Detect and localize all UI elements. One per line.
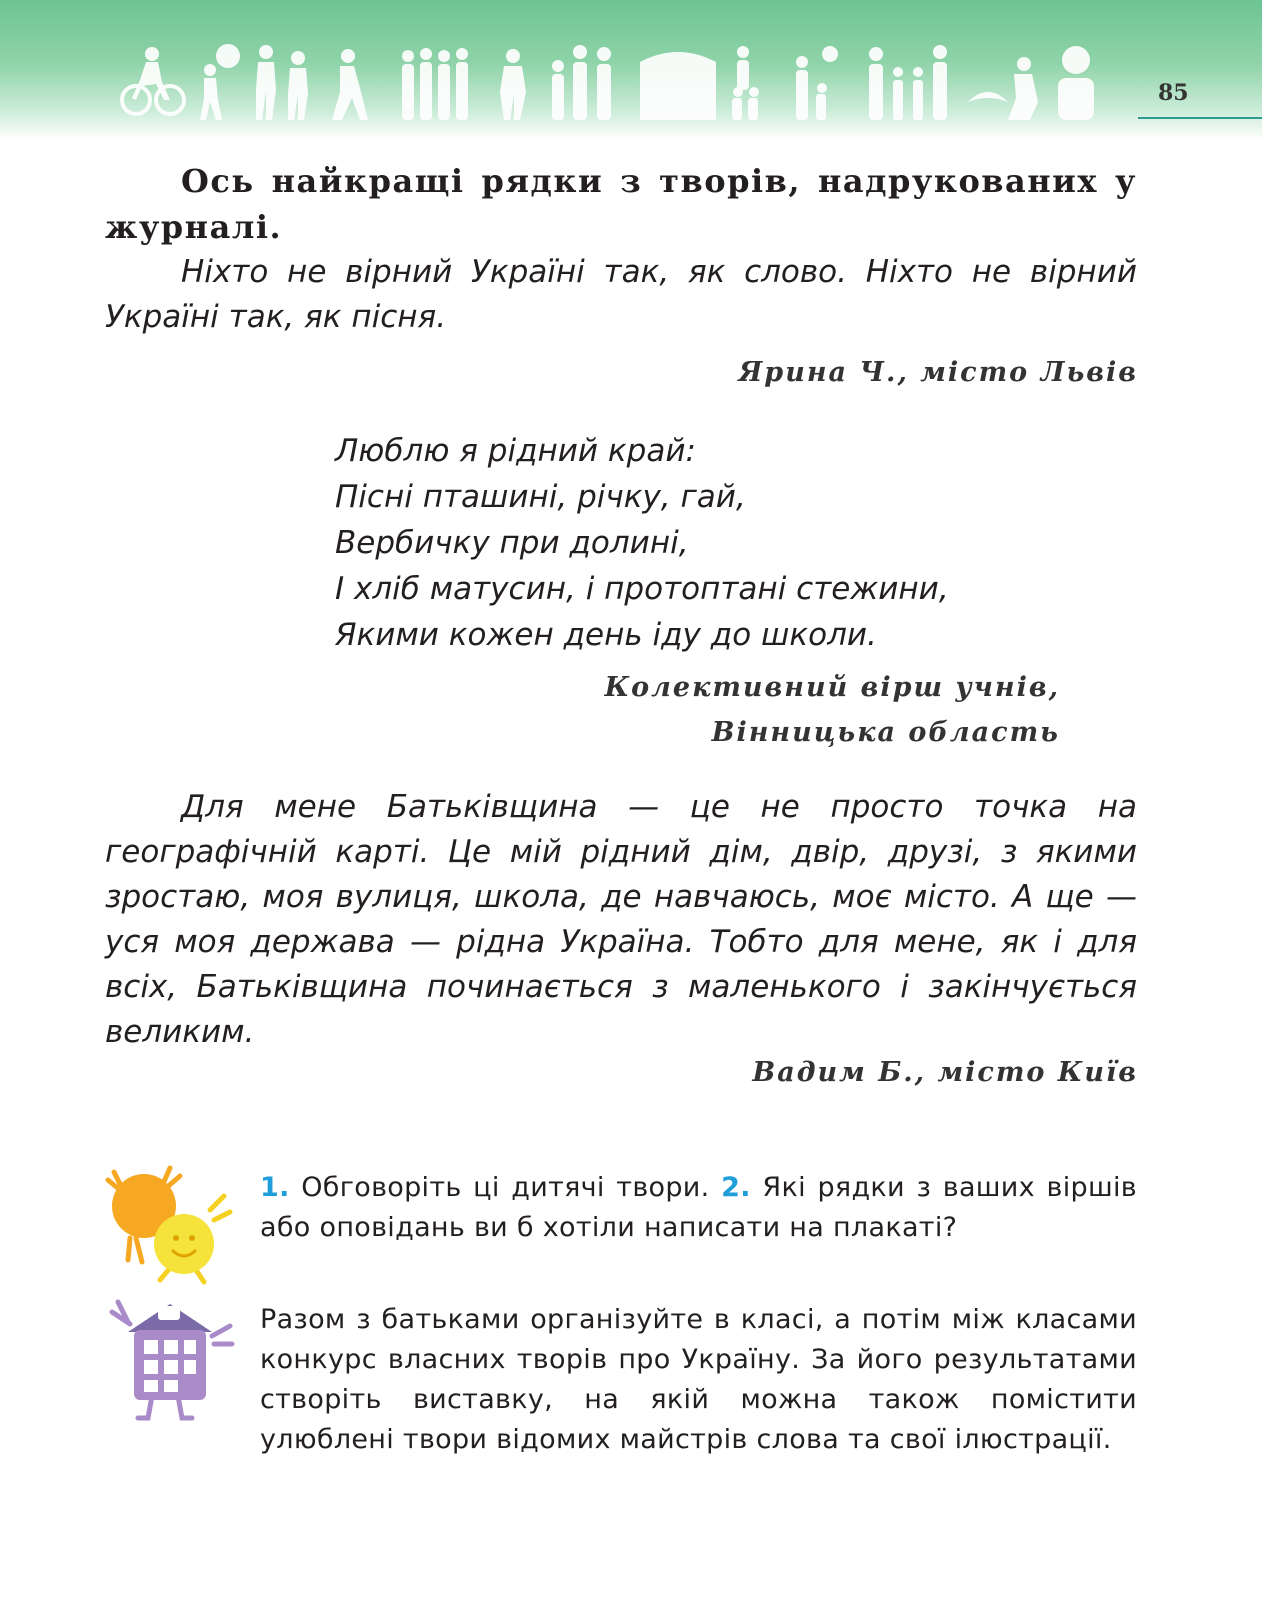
poem-signature <box>605 665 1060 755</box>
quote-1-text: Ніхто не вірний Україні так, як слово. Ніхто не вірний Україні так, як пісня. <box>105 254 1137 335</box>
task-number: 2. <box>721 1172 751 1203</box>
people-silhouettes-icon <box>118 42 1118 122</box>
house-character-icon <box>108 1296 238 1426</box>
page-number-rule <box>1138 117 1262 119</box>
task-text: Які рядки з ваших віршів або оповідань ви б хотіли написати на плакаті? <box>260 1172 1137 1243</box>
poem-line: Вербичку при долині, <box>335 525 689 561</box>
people-silhouettes-decoration <box>118 42 1118 122</box>
poem <box>335 428 949 658</box>
signature-line: Колективний вірш учнів, <box>604 672 1060 703</box>
task-2: Разом з батьками організуйте в класі, а потім між класами конкурс власних творів про Україну. За його результатами створіть виставку, на якій можна також помістити улюблені твори відомих майстрів слова та свої ілюстрації. <box>260 1304 1137 1455</box>
page-header <box>0 0 1262 140</box>
intro-text: Ось найкращі рядки з творів, надрукованих у журналі. <box>105 162 1137 246</box>
signature-line: Ярина Ч., місто Львів <box>738 357 1138 388</box>
task-1 <box>260 1168 1137 1248</box>
task-text: Обговоріть ці дитячі твори. <box>289 1172 722 1203</box>
smiley-suns-icon <box>100 1160 240 1285</box>
poem-line: Люблю я рідний край: <box>335 433 696 469</box>
poem-line: І хліб матусин, і протоптані стежини, <box>335 571 949 607</box>
poem-line: Якими кожен день іду до школи. <box>335 617 877 653</box>
quote-3-signature <box>752 1050 1138 1095</box>
quote-1-signature <box>739 350 1139 395</box>
quote-3-text: Для мене Батьківщина — це не просто точка на географічній карті. Це мій рідний дім, двір, друзі, з якими зростаю, моя вулиця, школа, де навчаюсь, моє місто. А ще — уся моя держава — рідна Україна. Тобто для мене, як і для всіх, Батьківщина починається з маленького і закінчується великим. <box>105 789 1137 1050</box>
page-number: 85 <box>1158 80 1189 106</box>
signature-line: Вадим Б., місто Київ <box>752 1057 1138 1088</box>
poem-line: Пісні пташині, річку, гай, <box>335 479 746 515</box>
signature-line: Вінницька область <box>711 717 1060 748</box>
task-number: 1. <box>260 1172 290 1203</box>
